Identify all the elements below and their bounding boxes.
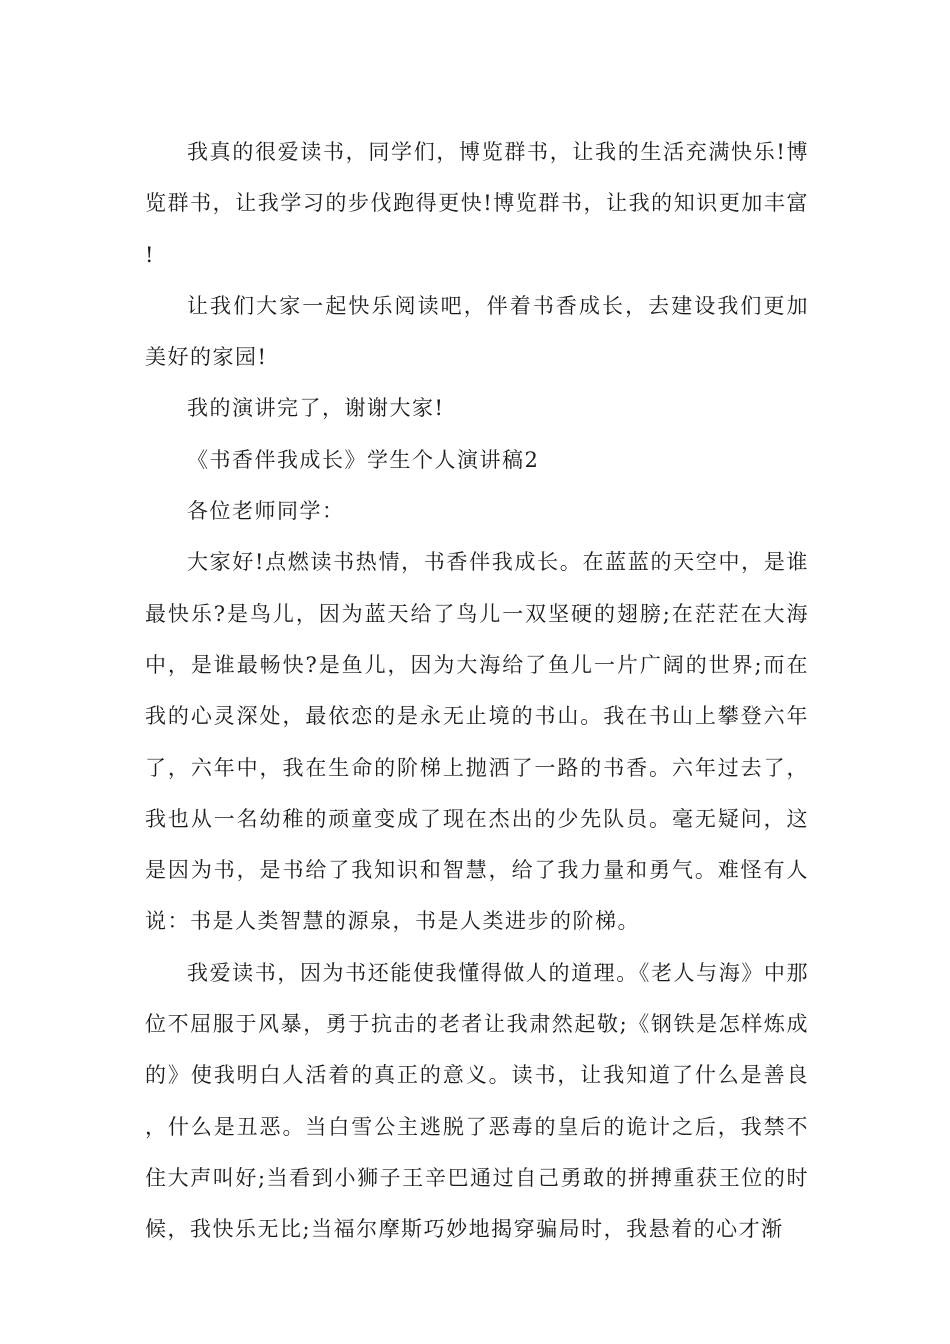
paragraph-4: 大家好!点燃读书热情，书香伴我成长。在蓝蓝的天空中，是谁最快乐?是鸟儿，因为蓝天给了鸟儿一双坚硬的翅膀;在茫茫在大海中，是谁最畅快?是鱼儿，因为大海给了鱼儿一片广阔的世界;而在我的心灵深处，最依恋的是永无止境的书山。我在书山上攀登六年了，六年中，我在生命的阶梯上抛洒了一路的书香。六年过去了，我也从一名幼稚的顽童变成了现在杰出的少先队员。毫无疑问，这是因为书，是书给了我知识和智慧，给了我力量和勇气。难怪有人说：书是人类智慧的源泉，书是人类进步的阶梯。 (145, 550, 809, 934)
speech-title: 《书香伴我成长》学生个人演讲稿2 (187, 447, 540, 472)
document-body (145, 127, 809, 1256)
paragraph-1: 我真的很爱读书，同学们，博览群书，让我的生活充满快乐!博览群书，让我学习的步伐跑得更快!博览群书，让我的知识更加丰富! (145, 140, 809, 267)
paragraph-2: 让我们大家一起快乐阅读吧，伴着书香成长，去建设我们更加美好的家园! (145, 293, 809, 370)
paragraph-5: 我爱读书，因为书还能使我懂得做人的道理。《老人与海》中那位不屈服于风暴，勇于抗击的老者让我肃然起敬;《钢铁是怎样炼成的》使我明白人活着的真正的意义。读书，让我知道了什么是善良，什么是丑恶。当白雪公主逃脱了恶毒的皇后的诡计之后，我禁不住大声叫好;当看到小狮子王辛巴通过自己勇敢的拼搏重获王位的时候，我快乐无比;当福尔摩斯巧妙地揭穿骗局时，我悬着的心才渐 (145, 960, 809, 1242)
salutation: 各位老师同学： (187, 499, 345, 524)
paragraph-3: 我的演讲完了，谢谢大家! (187, 396, 445, 421)
